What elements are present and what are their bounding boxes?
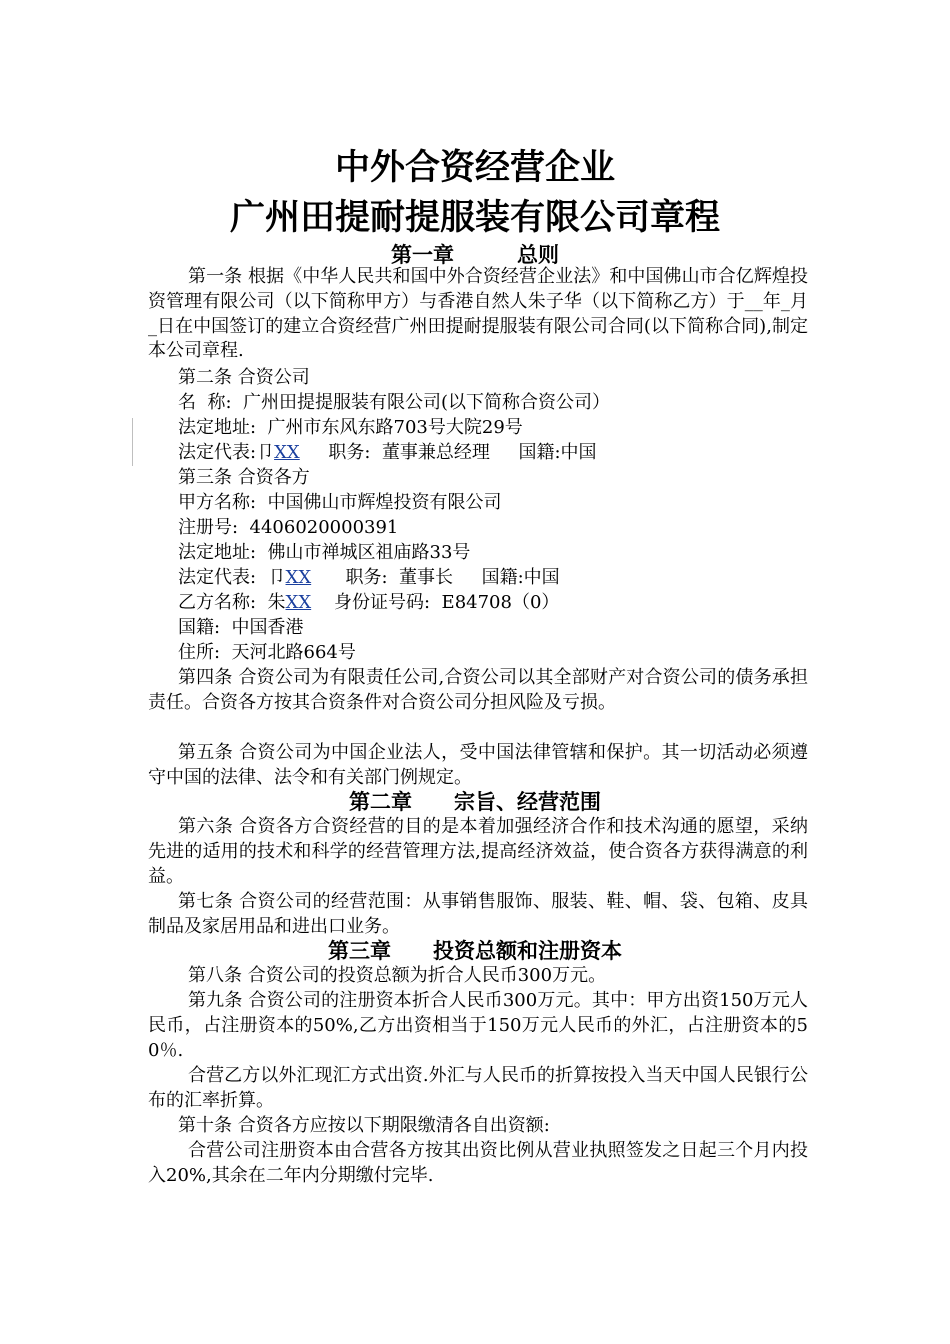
article-6: 第六条 合资各方合资经营的目的是本着加强经济合作和技术沟通的愿望，采纳先进的适用的技术和科学的经营管理方法,提高经济效益，使合资各方获得满意的利益。 [148, 816, 808, 887]
party-b-name-link[interactable]: XX [285, 592, 312, 613]
revision-mark [132, 418, 133, 466]
party-b-nationality: 国籍: 中国香港 [178, 617, 304, 638]
article-7: 第七条 合资公司的经营范围：从事销售服饰、服装、鞋、帽、袋、包箱、皮具制品及家居用品和进出口业务。 [148, 891, 808, 937]
chapter-1-heading: 第一章 总则 [391, 243, 559, 267]
article-9: 第九条 合资公司的注册资本折合人民币300万元。其中：甲方出资150万元人民币，占注册资本的50%,乙方出资相当于150万元人民币的外汇，占注册资本的50％. [148, 990, 808, 1061]
party-b-name-label: 乙方名称: 朱 [178, 592, 286, 613]
article-9-exchange: 合营乙方以外汇现汇方式出资.外汇与人民币的折算按投入当天中国人民银行公布的汇率折算。 [148, 1065, 808, 1111]
party-b-id-number: 身份证号码: E84708（0） [311, 592, 560, 613]
rep-name-link[interactable]: XX [274, 442, 300, 463]
rep-position: 职务: 董事兼总经理 国籍:中国 [299, 442, 597, 463]
party-a-rep-line [178, 566, 560, 591]
company-name-line: 名 称: 广州田提提服装有限公司(以下简称合资公司） [178, 392, 610, 413]
party-a-rep-position: 职务: 董事长 国籍:中国 [311, 567, 560, 588]
document-title-line1: 中外合资经营企业 [334, 148, 615, 188]
company-rep-line [178, 441, 597, 466]
party-a-name: 甲方名称: 中国佛山市辉煌投资有限公司 [178, 492, 502, 513]
article-5: 第五条 合资公司为中国企业法人，受中国法律管辖和保护。其一切活动必须遵守中国的法律、法令和有关部门例规定。 [148, 742, 808, 788]
article-10: 第十条 合资各方应按以下期限缴清各自出资额: [178, 1115, 550, 1136]
article-1: 第一条 根据《中华人民共和国中外合资经营企业法》和中国佛山市合亿辉煌投资管理有限公司（以下简称甲方）与香港自然人朱子华（以下简称乙方）于__年_月_日在中国签订的建立合资经营广州田提耐提服装有限公司合同(以下简称合同),制定本公司章程. [148, 266, 808, 362]
chapter-3-heading: 第三章 投资总额和注册资本 [328, 939, 622, 963]
party-a-rep-link[interactable]: XX [285, 567, 312, 588]
party-a-rep-label: 法定代表: 卩 [178, 567, 286, 588]
party-b-name-line [178, 591, 559, 616]
company-address-line: 法定地址: 广州市东风东路703号大院29号 [178, 417, 523, 438]
article-4: 第四条 合资公司为有限责任公司,合资公司以其全部财产对合资公司的债务承担责任。合资各方按其合资条件对合资公司分担风险及亏损。 [148, 667, 808, 713]
party-a-reg-number: 注册号: 4406020000391 [178, 517, 399, 538]
article-8: 第八条 合资公司的投资总额为折合人民币300万元。 [188, 965, 607, 986]
article-10-detail: 合营公司注册资本由合营各方按其出资比例从营业执照签发之日起三个月内投入20%,其余在二年内分期缴付完毕. [148, 1140, 808, 1186]
rep-label: 法定代表:卩 [178, 442, 275, 463]
article-3-heading: 第三条 合资各方 [178, 467, 310, 488]
chapter-2-heading: 第二章 宗旨、经营范围 [349, 790, 601, 814]
party-a-address: 法定地址: 佛山市禅城区祖庙路33号 [178, 542, 471, 563]
party-b-residence: 住所: 天河北路664号 [178, 642, 356, 663]
document-title-line2: 广州田提耐提服装有限公司章程 [229, 198, 720, 238]
article-2-heading: 第二条 合资公司 [178, 367, 310, 388]
